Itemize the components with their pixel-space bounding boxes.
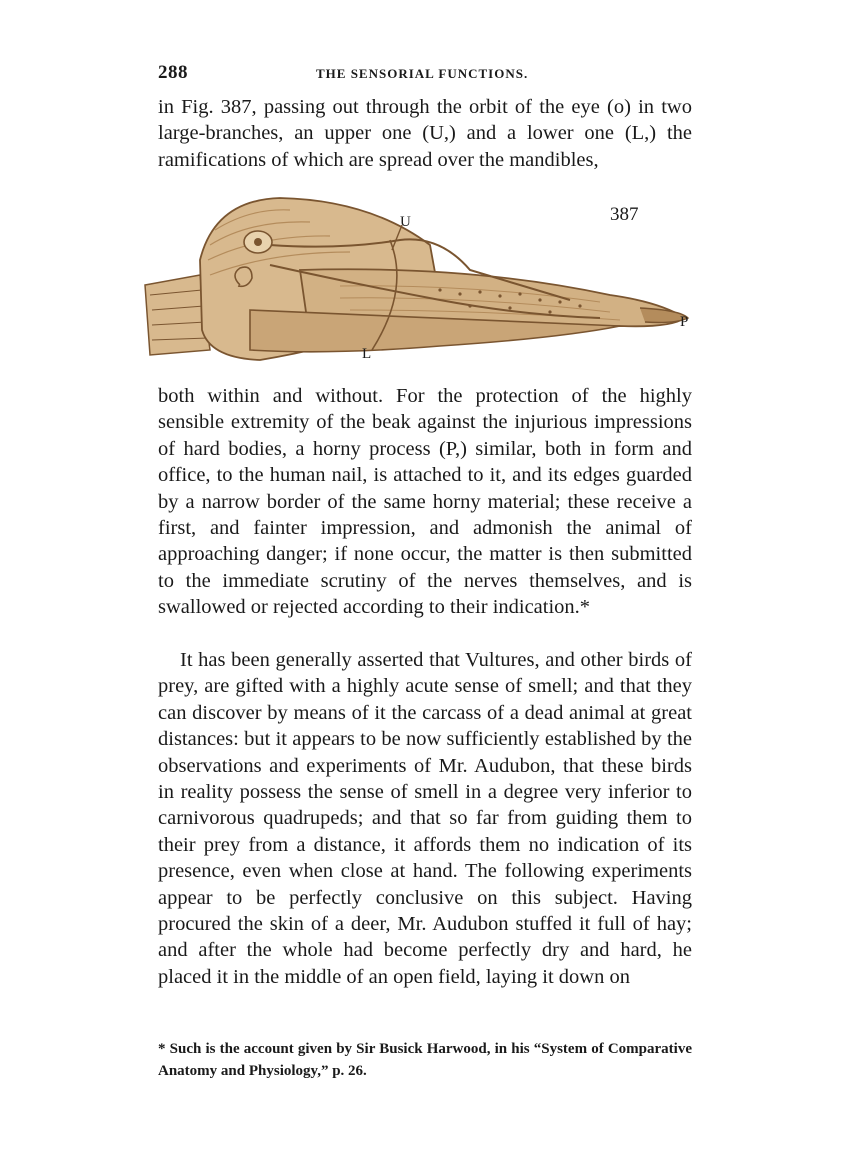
label-horny-process: P [680,314,689,330]
body-paragraph-2 [158,647,692,990]
figure-number: 387 [610,204,639,225]
page-header [158,62,693,86]
footnote-text: * Such is the account given by Sir Busick Harwood, in his “System of Comparative Anatomy and Physiology,” p. 26. [158,1041,692,1079]
body-text-1: both within and without. For the protection of the highly sensible extremity of the beak against the injurious impressions of hard bodies, a horny process (P,) similar, both in form and office, to the human nail, is attached to it, and its edges guarded by a narrow border of the same horny material; these receive a first, and fainter impression, and admonish the animal of approaching danger; if none occur, the matter is then submitted to the immediate scrutiny of the nerves themselves, and is swallowed or rejected according to their indication.* [158,385,692,619]
running-head: THE SENSORIAL FUNCTIONS. [316,66,529,81]
body-text-2: It has been generally asserted that Vultures, and other birds of prey, are gifted with a highly acute sense of smell; and that they can discover by means of it the carcass of a dead animal at great distances: but it appears to be now sufficiently established by the observations and experiments of Mr. Audubon, that these birds in reality possess the sense of smell in a degree very inferior to carnivorous quadrupeds; and that so far from guiding them to their prey from a distance, it affords them no indication of its presence, even when close at hand. The following experiments appear to be perfectly conclusive on this subject. Having procured the skin of a deer, Mr. Audubon stuffed it full of hay; and after the whole had become perfectly dry and hard, he placed it in the middle of an open field, laying it down on [158,649,692,988]
body-paragraph-1 [158,383,692,621]
intro-text: in Fig. 387, passing out through the orbit of the eye (o) in two large-branches, an upper one (U,) and a lower one (L,) the ramifications of which are spread over the mandibles, [158,96,692,171]
label-lower-branch: L [362,346,372,362]
footnote [158,1038,692,1082]
figure-387 [140,190,710,380]
label-upper-branch: U [400,214,411,230]
page-number: 288 [158,62,188,83]
intro-paragraph [158,94,692,173]
